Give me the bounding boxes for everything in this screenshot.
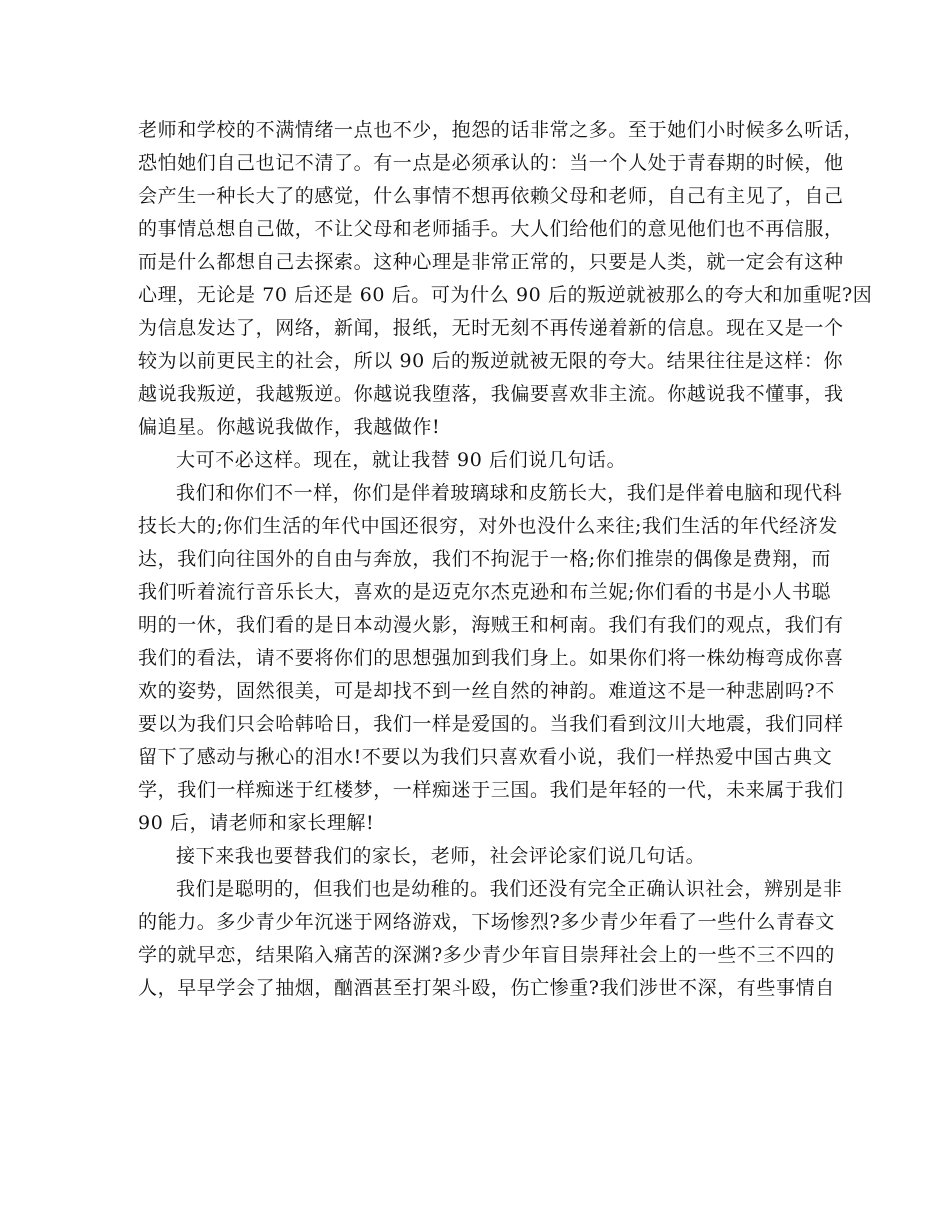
text-line: 较为以前更民主的社会，所以 90 后的叛逆就被无限的夸大。结果往往是这样：你: [138, 350, 844, 372]
text-line: 欢的姿势，固然很美，可是却找不到一丝自然的神韵。难道这不是一种悲剧吗?不: [138, 680, 835, 702]
text-line: 明的一休，我们看的是日本动漫火影，海贼王和柯南。我们有我们的观点，我们有: [138, 614, 844, 636]
text-line: 心理，无论是 70 后还是 60 后。可为什么 90 后的叛逆就被那么的夸大和加重呢?因: [138, 284, 873, 306]
text-line: 我们的看法，请不要将你们的思想强加到我们身上。如果你们将一株幼梅弯成你喜: [138, 647, 844, 669]
text-line: 要以为我们只会哈韩哈日，我们一样是爱国的。当我们看到汶川大地震，我们同样: [138, 713, 844, 735]
text-line: 我们听着流行音乐长大，喜欢的是迈克尔杰克逊和布兰妮;你们看的书是小人书聪: [138, 581, 832, 603]
text-line: 而是什么都想自己去探索。这种心理是非常正常的，只要是人类，就一定会有这种: [138, 251, 844, 273]
text-line: 越说我叛逆，我越叛逆。你越说我堕落，我偏要喜欢非主流。你越说我不懂事，我: [138, 383, 844, 405]
text-line: 的能力。多少青少年沉迷于网络游戏，下场惨烈?多少青少年看了一些什么青春文: [138, 911, 835, 933]
document-body: [138, 114, 873, 1005]
text-line: 会产生一种长大了的感觉，什么事情不想再依赖父母和老师，自己有主见了，自己: [138, 185, 844, 207]
text-line: 为信息发达了，网络，新闻，报纸，无时无刻不再传递着新的信息。现在又是一个: [138, 317, 844, 339]
text-line: 留下了感动与揪心的泪水!不要以为我们只喜欢看小说，我们一样热爱中国古典文: [138, 746, 833, 768]
text-line: 学，我们一样痴迷于红楼梦，一样痴迷于三国。我们是年轻的一代，未来属于我们: [138, 779, 844, 801]
paragraph-first-line: 接下来我也要替我们的家长，老师，社会评论家们说几句话。: [176, 845, 706, 867]
paragraph-first-line: 大可不必这样。现在，就让我替 90 后们说几句话。: [176, 449, 627, 471]
text-line: 人，早早学会了抽烟，酗酒甚至打架斗殴，伤亡惨重?我们涉世不深，有些事情自: [138, 977, 835, 999]
text-line: 达，我们向往国外的自由与奔放，我们不拘泥于一格;你们推崇的偶像是费翔，而: [138, 548, 832, 570]
text-line: 老师和学校的不满情绪一点也不少，抱怨的话非常之多。至于她们小时候多么听话，: [138, 119, 864, 141]
paragraph-first-line: 我们和你们不一样，你们是伴着玻璃球和皮筋长大，我们是伴着电脑和现代科: [176, 482, 843, 504]
text-line: 90 后，请老师和家长理解!: [138, 812, 375, 834]
text-line: 技长大的;你们生活的年代中国还很穷，对外也没什么来往;我们生活的年代经济发: [138, 515, 839, 537]
text-line: 学的就早恋，结果陷入痛苦的深渊?多少青少年盲目崇拜社会上的一些不三不四的: [138, 944, 835, 966]
text-line: 恐怕她们自己也记不清了。有一点是必须承认的：当一个人处于青春期的时候，他: [138, 152, 844, 174]
paragraph-first-line: 我们是聪明的，但我们也是幼稚的。我们还没有完全正确认识社会，辨别是非: [176, 878, 843, 900]
text-line: 偏追星。你越说我做作，我越做作!: [138, 416, 441, 438]
text-line: 的事情总想自己做，不让父母和老师插手。大人们给他们的意见他们也不再信服，: [138, 218, 844, 240]
